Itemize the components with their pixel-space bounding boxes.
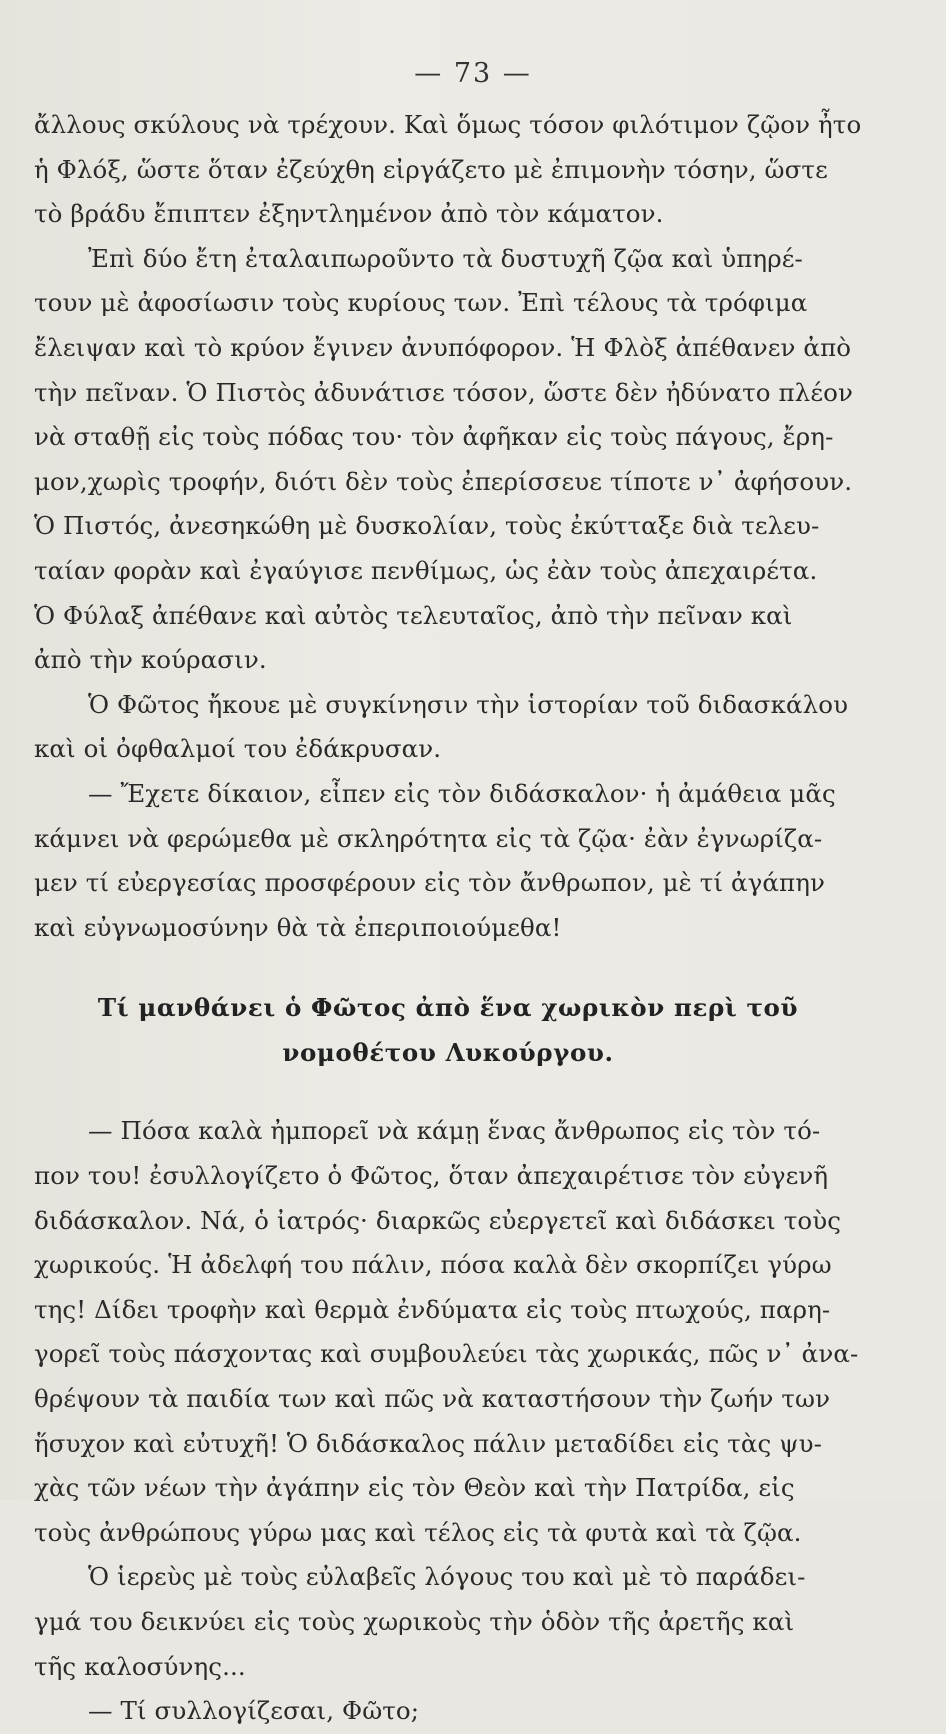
page-number: — 73 — (414, 58, 532, 89)
text-line: μον,χωρὶς τροφήν, διότι δὲν τοὺς ἐπερίσσευε τίποτε ν᾽ ἀφήσουν. (34, 466, 853, 496)
text-line: νὰ σταθῇ εἰς τοὺς πόδας του· τὸν ἀφῆκαν εἰς τοὺς πάγους, ἔρη- (34, 422, 834, 452)
chapter-heading-line-1: Τί μανθάνει ὁ Φῶτος ἀπὸ ἕνα χωρικὸν περὶ τοῦ (97, 993, 799, 1023)
dialogue-line: — Τί συλλογίζεσαι, Φῶτο; (88, 1696, 420, 1726)
chapter-heading-line-2: νομοθέτου Λυκούργου. (282, 1037, 614, 1067)
paragraph-start-line: Ἐπὶ δύο ἔτη ἐταλαιπωροῦντο τὰ δυστυχῆ ζῷα καὶ ὑπηρέ- (88, 243, 803, 273)
text-line: ἄλλους σκύλους νὰ τρέχουν. Καὶ ὅμως τόσον φιλότιμον ζῷον ἦτο (34, 110, 862, 139)
text-line: ἀπὸ τὴν κούρασιν. (34, 645, 267, 675)
dialogue-line: — Ἔχετε δίκαιον, εἶπεν εἰς τὸν διδάσκαλον· ἡ ἀμάθεια μᾶς (88, 778, 836, 808)
text-line: καὶ εὐγνωμοσύνην θὰ τὰ ἐπεριποιούμεθα! (34, 912, 562, 942)
dialogue-line: — Πόσα καλὰ ἠμπορεῖ νὰ κάμῃ ἕνας ἄνθρωπος εἰς τὸν τό- (88, 1116, 821, 1146)
text-line: ταίαν φορὰν καὶ ἐγαύγισε πενθίμως, ὡς ἐὰν τοὺς ἀπεχαιρέτα. (34, 555, 818, 585)
paragraph-start-line: Ὁ ἱερεὺς μὲ τοὺς εὐλαβεῖς λόγους του καὶ μὲ τὸ παράδει- (88, 1562, 806, 1592)
text-line: Ὁ Φύλαξ ἀπέθανε καὶ αὐτὸς τελευταῖος, ἀπὸ τὴν πεῖναν καὶ (34, 600, 793, 630)
text-line: ἔλειψαν καὶ τὸ κρύον ἔγινεν ἀνυπόφορον. Ἡ Φλὸξ ἀπέθανεν ἀπὸ (34, 332, 852, 362)
text-line: χωρικούς. Ἡ ἀδελφή του πάλιν, πόσα καλὰ δὲν σκορπίζει γύρω (34, 1250, 832, 1280)
body-text (34, 103, 862, 1734)
paragraph-start-line: Ὁ Φῶτος ἤκουε μὲ συγκίνησιν τὴν ἱστορίαν τοῦ διδασκάλου (88, 689, 849, 719)
text-line: χὰς τῶν νέων τὴν ἀγάπην εἰς τὸν Θεὸν καὶ τὴν Πατρίδα, εἰς (34, 1473, 795, 1503)
text-line: τοὺς ἀνθρώπους γύρω μας καὶ τέλος εἰς τὰ φυτὰ καὶ τὰ ζῷα. (34, 1517, 802, 1547)
text-line: της! Δίδει τροφὴν καὶ θερμὰ ἐνδύματα εἰς τοὺς πτωχούς, παρη- (34, 1294, 831, 1324)
text-line: καὶ οἱ ὀφθαλμοί του ἐδάκρυσαν. (34, 734, 442, 764)
text-line: ἥσυχον καὶ εὐτυχῆ! Ὁ διδάσκαλος πάλιν μεταδίδει εἰς τὰς ψυ- (34, 1428, 822, 1458)
text-line: πον του! ἐσυλλογίζετο ὁ Φῶτος, ὅταν ἀπεχαιρέτισε τὸν εὐγενῆ (34, 1161, 829, 1191)
text-line: τῆς καλοσύνης... (34, 1651, 246, 1681)
text-line: τὸ βράδυ ἔπιπτεν ἐξηντλημένον ἀπὸ τὸν κάματον. (34, 199, 664, 229)
text-line: τὴν πεῖναν. Ὁ Πιστὸς ἀδυνάτισε τόσον, ὥστε δὲν ἠδύνατο πλέον (34, 377, 853, 407)
text-line: διδάσκαλον. Νά, ὁ ἰατρός· διαρκῶς εὐεργετεῖ καὶ διδάσκει τοὺς (34, 1205, 842, 1235)
text-line: ἡ Φλόξ, ὥστε ὅταν ἐζεύχθη εἰργάζετο μὲ ἐπιμονὴν τόσην, ὥστε (34, 154, 828, 184)
text-line: γμά του δεικνύει εἰς τοὺς χωρικοὺς τὴν ὁδὸν τῆς ἀρετῆς καὶ (34, 1607, 795, 1636)
text-line: θρέψουν τὰ παιδία των καὶ πῶς νὰ καταστήσουν τὴν ζωήν των (34, 1384, 831, 1414)
text-line: μεν τί εὐεργεσίας προσφέρουν εἰς τὸν ἄνθρωπον, μὲ τί ἀγάπην (34, 868, 826, 898)
text-line: κάμνει νὰ φερώμεθα μὲ σκληρότητα εἰς τὰ ζῷα· ἐὰν ἐγνωρίζα- (34, 823, 823, 853)
text-line: Ὁ Πιστός, ἀνεσηκώθη μὲ δυσκολίαν, τοὺς ἐκύτταξε διὰ τελευ- (34, 511, 820, 541)
text-line: γορεῖ τοὺς πάσχοντας καὶ συμβουλεύει τὰς χωρικάς, πῶς ν᾽ ἀνα- (34, 1339, 859, 1369)
text-line: τουν μὲ ἀφοσίωσιν τοὺς κυρίους των. Ἐπὶ τέλους τὰ τρόφιμα (34, 288, 808, 318)
